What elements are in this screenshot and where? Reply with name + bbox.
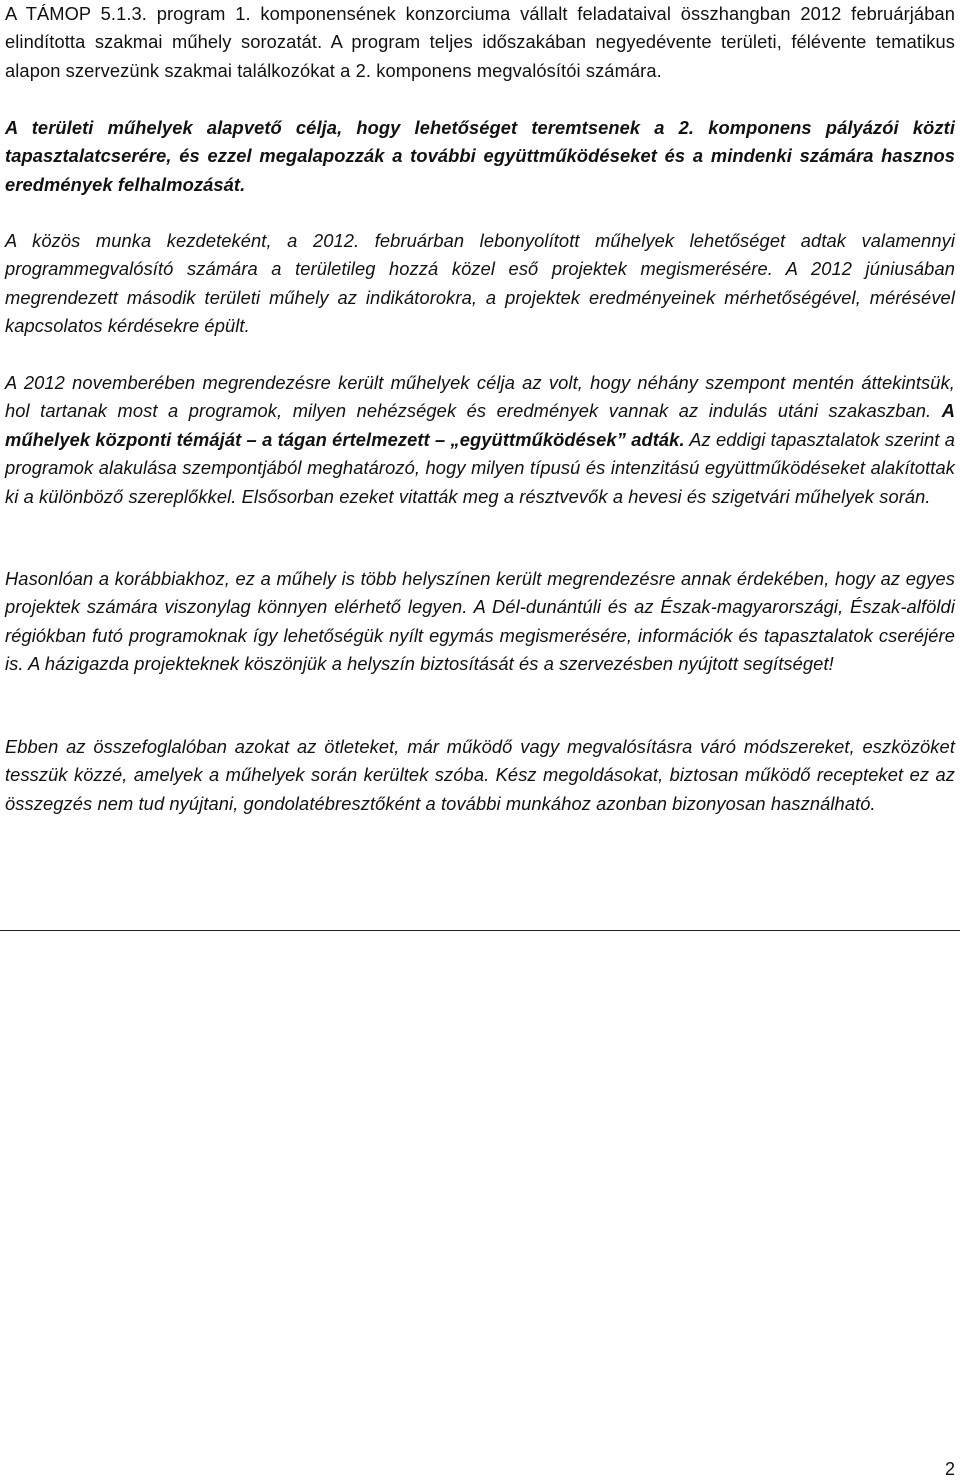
intro-paragraph: A TÁMOP 5.1.3. program 1. komponensének konzorciuma vállalt feladataival összhangban 2012 februárjában elindította szakmai műhely sorozatát. A program teljes időszakában negyedévente területi, félévente tematikus alapon szervezünk szakmai találkozókat a 2. komponens megvalósítói számára. — [5, 3, 955, 81]
november-paragraph — [5, 369, 955, 511]
november-text-2: Az eddigi tapasztalatok szerint a programok alakulása szempontjából meghatározó, hogy milyen típusú és intenzitású együttműködéseket alakítottak ki a különböző szereplőkkel. Elsősorban ezeket vitatták meg a résztvevők a hevesi és szigetvári műhelyek során. — [5, 428, 955, 507]
goal-paragraph: A területi műhelyek alapvető célja, hogy lehetőséget teremtsenek a 2. komponens pályázói közti tapasztalatcserére, és ezzel megalapozzák a további együttműködéseket és a mindenki számára hasznos eredmények felhalmozását. — [5, 117, 955, 195]
november-text-1: A 2012 novemberében megrendezésre került műhelyek célja az volt, hogy néhány szempont mentén áttekintsük, hol tartanak most a programok, milyen nehézségek és eredmények vannak az indulás utáni szakaszban. — [5, 372, 955, 422]
november-bold-text: A műhelyek központi témáját – a tágan értelmezett – „együttműködések” adták. — [5, 400, 955, 450]
beginning-paragraph: A közös munka kezdeteként, a 2012. februárban lebonyolított műhelyek lehetőséget adtak valamennyi programmegvalósító számára a területileg hozzá közel eső projektek megismerésére. A 2012 júniusában megrendezett második területi műhely az indikátorokra, a projektek eredményeinek mérhetőségével, mérésével kapcsolatos kérdésekre épült. — [5, 230, 955, 337]
footer-rule — [0, 930, 960, 931]
page-number: 2 — [944, 1459, 955, 1479]
summary-paragraph: Ebben az összefoglalóban azokat az ötleteket, már működő vagy megvalósításra váró módszereket, eszközöket tesszük közzé, amelyek a műhelyek során kerültek szóba. Kész megoldásokat, biztosan működő recepteket ez az összegzés nem tud nyújtani, gondolatébresztőként a további munkához azonban bizonyosan használható. — [5, 736, 955, 814]
locations-paragraph: Hasonlóan a korábbiakhoz, ez a műhely is több helyszínen került megrendezésre annak érdekében, hogy az egyes projektek számára viszonylag könnyen elérhető legyen. A Dél-dunántúli és az Észak-magyarországi, Észak-alföldi régiókban futó programoknak így lehetőségük nyílt egymás megismerésére, információk és tapasztalatok cseréjére is. A házigazda projekteknek köszönjük a helyszín biztosítását és a szervezésben nyújtott segítséget! — [5, 568, 955, 675]
